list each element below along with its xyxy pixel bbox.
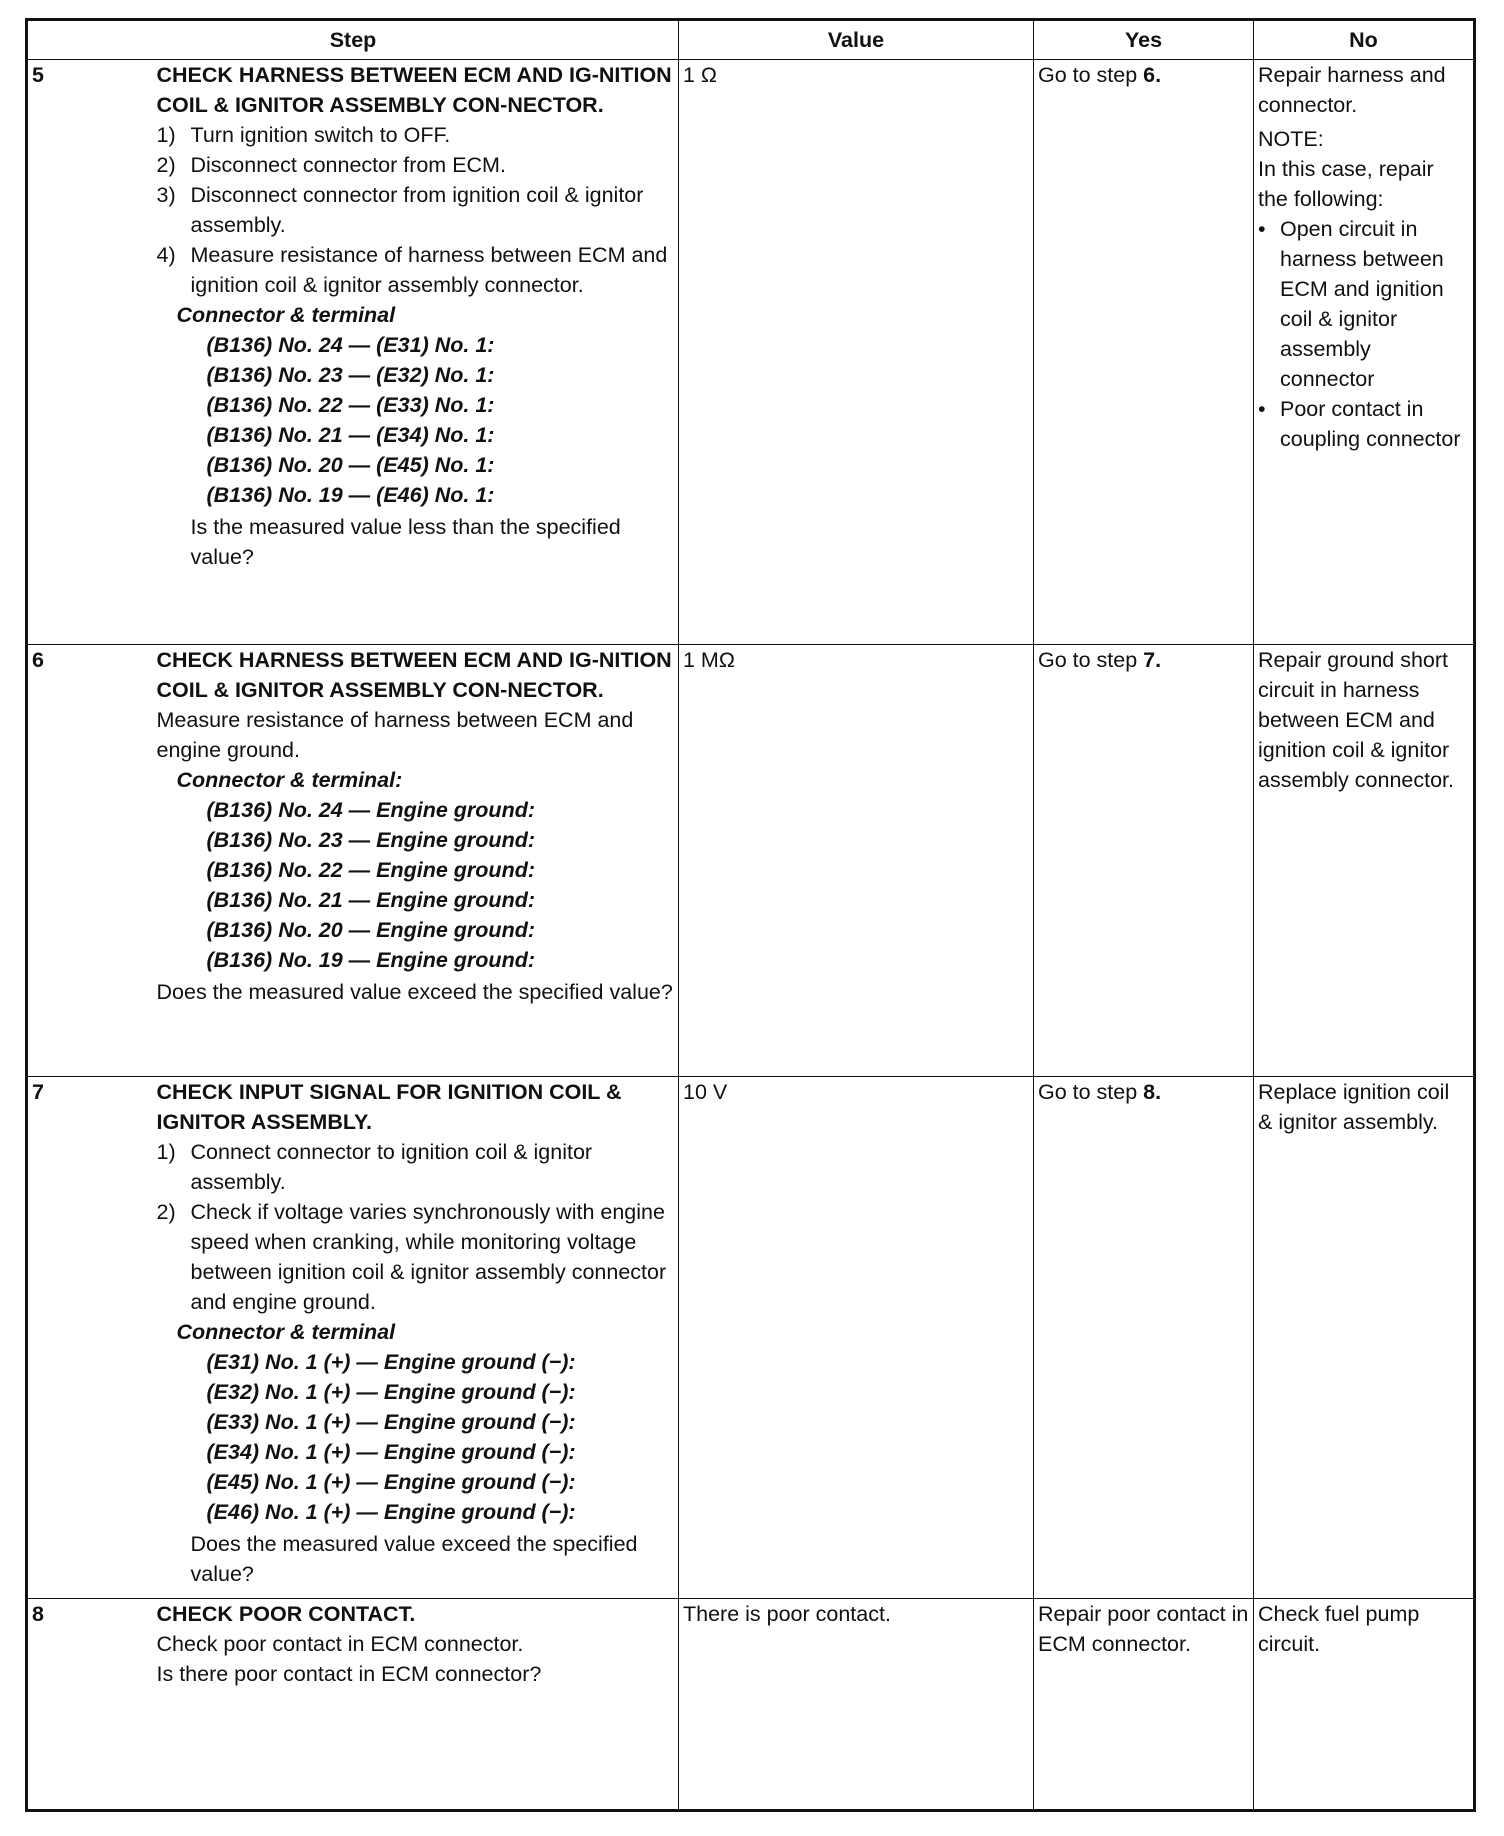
connector-terminal: (B136) No. 23 — Engine ground: — [206, 828, 535, 852]
connector-terminal-heading: Connector & terminal — [176, 303, 396, 327]
yes-cell: Repair poor contact in ECM connector. — [1034, 1599, 1254, 1811]
no-cell: Repair harness and connector. NOTE: In this case, repair the following: • Open circuit in harness between ECM and ignition coil & ignitor assembly connector • Poor contact in coupling connector — [1254, 60, 1475, 645]
step-number: 6 — [27, 645, 153, 1077]
header-yes: Yes — [1034, 20, 1254, 60]
step-question: Is the measured value less than the specified value? — [190, 515, 621, 569]
step-number: 7 — [27, 1077, 153, 1599]
step-question: Does the measured value exceed the specified value? — [190, 1532, 638, 1586]
connector-terminal: (B136) No. 20 — (E45) No. 1: — [206, 453, 495, 477]
connector-terminal-heading: Connector & terminal: — [176, 768, 403, 792]
table-row — [27, 60, 1475, 645]
connector-terminal: (B136) No. 20 — Engine ground: — [206, 918, 535, 942]
step-intro: Measure resistance of harness between ECM and engine ground. — [156, 708, 634, 762]
step-title: CHECK POOR CONTACT. — [156, 1602, 416, 1626]
connector-terminal: (E33) No. 1 (+) — Engine ground (−): — [206, 1410, 576, 1434]
connector-terminal: (E31) No. 1 (+) — Engine ground (−): — [206, 1350, 576, 1374]
header-no: No — [1254, 20, 1475, 60]
table-row — [27, 645, 1475, 1077]
value-cell: 1 Ω — [679, 60, 1034, 645]
connector-terminal: (B136) No. 19 — (E46) No. 1: — [206, 483, 495, 507]
step-number: 5 — [27, 60, 153, 645]
connector-terminal-heading: Connector & terminal — [176, 1320, 396, 1344]
connector-terminal: (B136) No. 21 — Engine ground: — [206, 888, 535, 912]
procedure-item: 3) Disconnect connector from ignition coil & ignitor assembly. — [156, 183, 644, 237]
connector-terminal: (B136) No. 19 — Engine ground: — [206, 948, 535, 972]
procedure-item: 1) Turn ignition switch to OFF. — [156, 123, 451, 147]
step-description — [153, 1077, 679, 1599]
value-cell: There is poor contact. — [679, 1599, 1034, 1811]
connector-terminal: (B136) No. 24 — (E31) No. 1: — [206, 333, 495, 357]
step-title: CHECK HARNESS BETWEEN ECM AND IG-NITION COIL & IGNITOR ASSEMBLY CON-NECTOR. — [156, 63, 672, 117]
procedure-item: 2) Disconnect connector from ECM. — [156, 153, 506, 177]
yes-cell: Go to step 7. — [1034, 645, 1254, 1077]
connector-terminal: (B136) No. 23 — (E32) No. 1: — [206, 363, 495, 387]
connector-terminal: (B136) No. 21 — (E34) No. 1: — [206, 423, 495, 447]
yes-cell: Go to step 6. — [1034, 60, 1254, 645]
yes-cell: Go to step 8. — [1034, 1077, 1254, 1599]
connector-terminal: (E45) No. 1 (+) — Engine ground (−): — [206, 1470, 576, 1494]
procedure-item: 2) Check if voltage varies synchronously with engine speed when cranking, while monitoring voltage between ignition coil & ignitor assembly connector and engine ground. — [156, 1200, 667, 1314]
connector-terminal: (B136) No. 22 — (E33) No. 1: — [206, 393, 495, 417]
step-intro: Check poor contact in ECM connector. — [156, 1632, 524, 1656]
step-description — [153, 60, 679, 645]
no-cell: Check fuel pump circuit. — [1254, 1599, 1475, 1811]
no-cell: Repair ground short circuit in harness between ECM and ignition coil & ignitor assembly connector. — [1254, 645, 1475, 1077]
step-question: Does the measured value exceed the specified value? — [156, 980, 673, 1004]
header-step: Step — [27, 20, 679, 60]
note-text: In this case, repair the following: — [1258, 157, 1434, 211]
no-cell: Replace ignition coil & ignitor assembly. — [1254, 1077, 1475, 1599]
connector-terminal: (E46) No. 1 (+) — Engine ground (−): — [206, 1500, 576, 1524]
step-description — [153, 645, 679, 1077]
connector-terminal: (E32) No. 1 (+) — Engine ground (−): — [206, 1380, 576, 1404]
step-number: 8 — [27, 1599, 153, 1811]
connector-terminal: (B136) No. 24 — Engine ground: — [206, 798, 535, 822]
note-bullet: • Poor contact in coupling connector — [1258, 397, 1461, 451]
table-row — [27, 1599, 1475, 1811]
table-header-row — [27, 20, 1475, 60]
procedure-item: 1) Connect connector to ignition coil & ignitor assembly. — [156, 1140, 593, 1194]
value-cell: 10 V — [679, 1077, 1034, 1599]
connector-terminal: (B136) No. 22 — Engine ground: — [206, 858, 535, 882]
step-title: CHECK HARNESS BETWEEN ECM AND IG-NITION COIL & IGNITOR ASSEMBLY CON-NECTOR. — [156, 648, 672, 702]
step-question: Is there poor contact in ECM connector? — [156, 1662, 542, 1686]
step-title: CHECK INPUT SIGNAL FOR IGNITION COIL & IGNITOR ASSEMBLY. — [156, 1080, 622, 1134]
diagnostic-table — [25, 18, 1476, 1812]
note-bullet: • Open circuit in harness between ECM and ignition coil & ignitor assembly connector — [1258, 217, 1444, 391]
table-row — [27, 1077, 1475, 1599]
header-value: Value — [679, 20, 1034, 60]
step-description — [153, 1599, 679, 1811]
note-label: NOTE: — [1258, 127, 1324, 151]
connector-terminal: (E34) No. 1 (+) — Engine ground (−): — [206, 1440, 576, 1464]
procedure-item: 4) Measure resistance of harness between ECM and ignition coil & ignitor assembly connector. — [156, 243, 668, 297]
value-cell: 1 MΩ — [679, 645, 1034, 1077]
